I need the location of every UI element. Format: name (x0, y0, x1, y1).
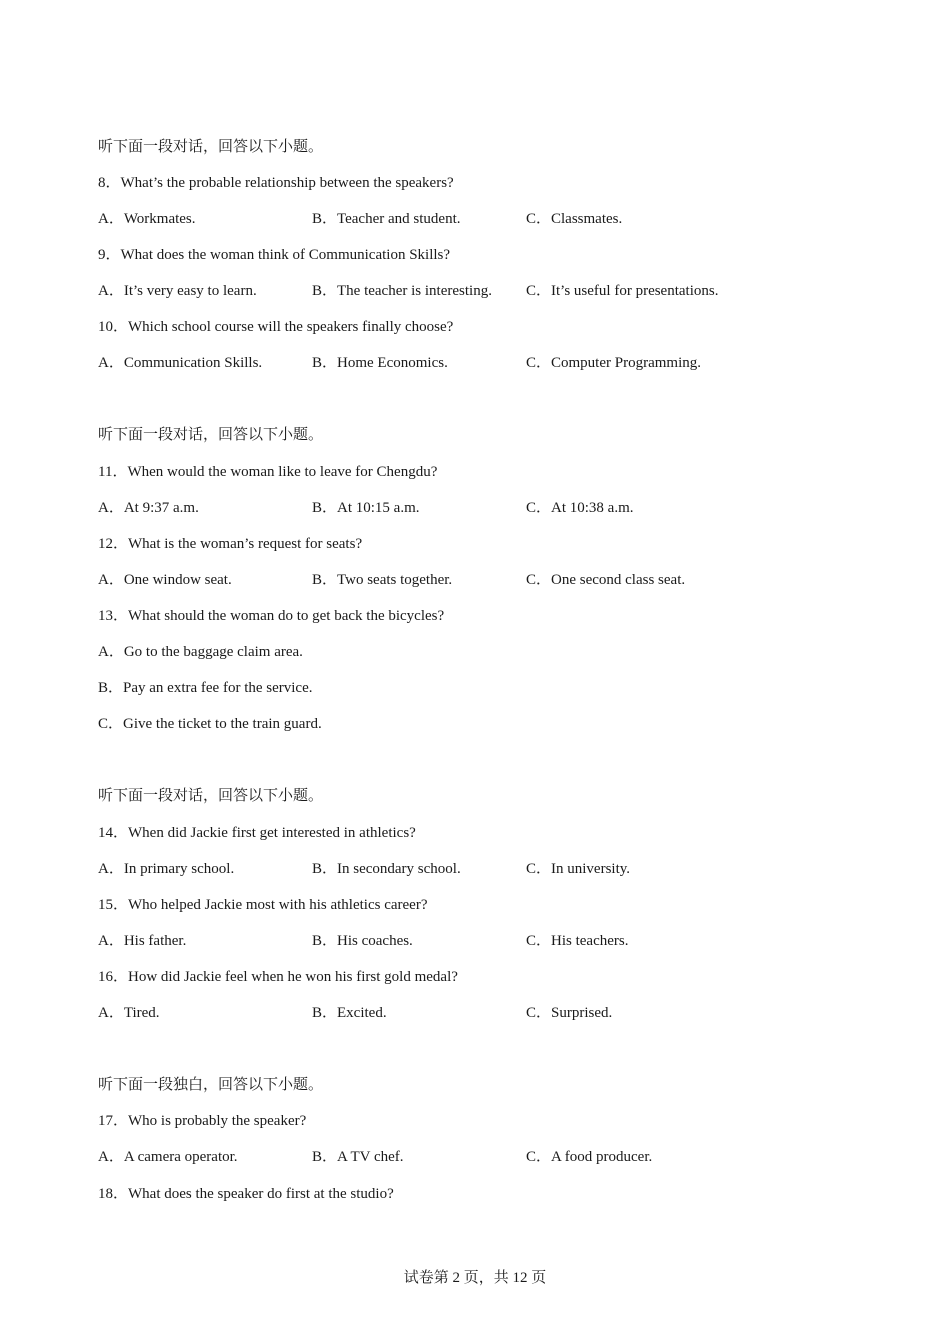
section-instruction: 听下面一段对话，回答以下小题。 (98, 139, 324, 155)
option-14-c[interactable]: C．In university. (526, 861, 631, 877)
question-14: 14．When did Jackie first get interested in athletics? (98, 825, 416, 841)
option-13-a[interactable]: A．Go to the baggage claim area. (98, 644, 303, 660)
question-16: 16．How did Jackie feel when he won his first gold medal? (98, 969, 458, 985)
option-12-a[interactable]: A．One window seat. (98, 572, 232, 588)
option-14-a[interactable]: A．In primary school. (98, 861, 235, 877)
option-17-a[interactable]: A．A camera operator. (98, 1149, 238, 1165)
option-15-c[interactable]: C．His teachers. (526, 933, 629, 949)
option-13-b[interactable]: B．Pay an extra fee for the service. (98, 680, 313, 696)
option-8-b[interactable]: B．Teacher and student. (312, 211, 461, 227)
option-11-c[interactable]: C．At 10:38 a.m. (526, 500, 634, 516)
option-10-c[interactable]: C．Computer Programming. (526, 355, 701, 371)
option-13-c[interactable]: C．Give the ticket to the train guard. (98, 716, 322, 732)
option-9-b[interactable]: B．The teacher is interesting. (312, 283, 492, 299)
option-10-b[interactable]: B．Home Economics. (312, 355, 448, 371)
option-12-b[interactable]: B．Two seats together. (312, 572, 453, 588)
question-18: 18．What does the speaker do first at the studio? (98, 1186, 394, 1202)
question-8: 8．What’s the probable relationship between the speakers? (98, 175, 454, 191)
section-instruction: 听下面一段对话，回答以下小题。 (98, 427, 324, 443)
page-footer: 试卷第 2 页，共 12 页 (403, 1270, 547, 1286)
option-11-b[interactable]: B．At 10:15 a.m. (312, 500, 420, 516)
option-10-a[interactable]: A．Communication Skills. (98, 355, 263, 371)
option-17-b[interactable]: B．A TV chef. (312, 1149, 404, 1165)
option-16-a[interactable]: A．Tired. (98, 1005, 160, 1021)
option-12-c[interactable]: C．One second class seat. (526, 572, 686, 588)
question-12: 12．What is the woman’s request for seats? (98, 536, 363, 552)
question-10: 10．Which school course will the speakers finally choose? (98, 319, 454, 335)
question-13: 13．What should the woman do to get back the bicycles? (98, 608, 445, 624)
question-9: 9．What does the woman think of Communication Skills? (98, 247, 451, 263)
section-instruction: 听下面一段独白，回答以下小题。 (98, 1077, 324, 1093)
option-9-c[interactable]: C．It’s useful for presentations. (526, 283, 719, 299)
option-8-c[interactable]: C．Classmates. (526, 211, 623, 227)
section-instruction: 听下面一段对话，回答以下小题。 (98, 788, 324, 804)
option-11-a[interactable]: A．At 9:37 a.m. (98, 500, 199, 516)
option-14-b[interactable]: B．In secondary school. (312, 861, 461, 877)
option-16-c[interactable]: C．Surprised. (526, 1005, 613, 1021)
option-15-b[interactable]: B．His coaches. (312, 933, 413, 949)
question-15: 15．Who helped Jackie most with his athletics career? (98, 897, 428, 913)
option-15-a[interactable]: A．His father. (98, 933, 187, 949)
question-17: 17．Who is probably the speaker? (98, 1113, 307, 1129)
option-17-c[interactable]: C．A food producer. (526, 1149, 653, 1165)
question-11: 11．When would the woman like to leave for Chengdu? (98, 464, 438, 480)
option-9-a[interactable]: A．It’s very easy to learn. (98, 283, 257, 299)
option-16-b[interactable]: B．Excited. (312, 1005, 387, 1021)
option-8-a[interactable]: A．Workmates. (98, 211, 196, 227)
